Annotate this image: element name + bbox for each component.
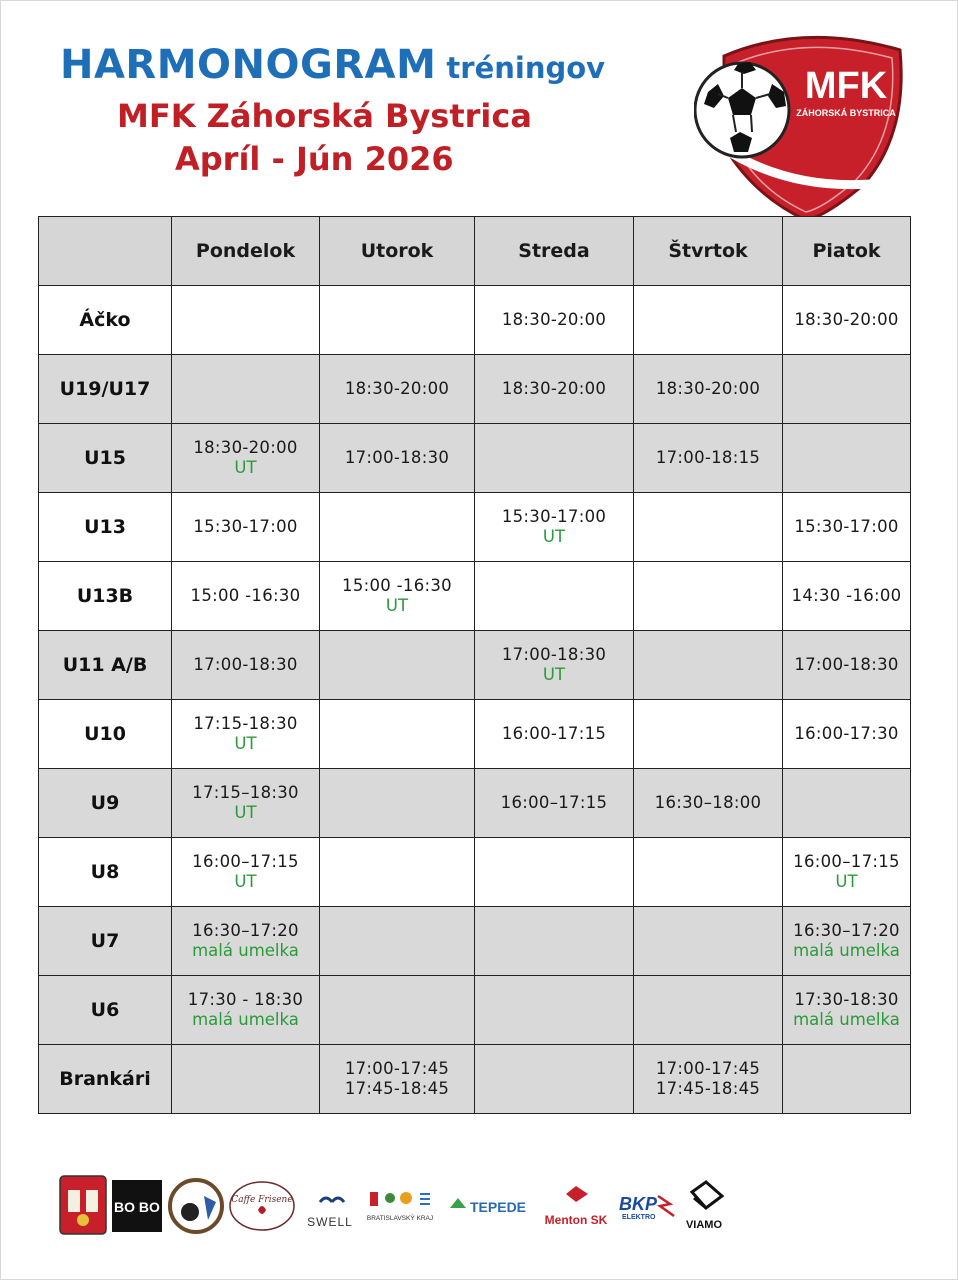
schedule-cell [320, 838, 475, 907]
schedule-cell [634, 700, 783, 769]
schedule-cell [783, 493, 911, 562]
table-row [39, 700, 911, 769]
club-logo [694, 26, 916, 222]
training-time: 17:15–18:30 [192, 783, 299, 802]
training-time: 17:45-18:45 [655, 1079, 761, 1098]
team-label: Áčko [39, 286, 172, 355]
schedule-cell [172, 700, 320, 769]
team-label: U11 A/B [39, 631, 172, 700]
training-time: 15:00 -16:30 [190, 586, 301, 605]
schedule-cell [634, 769, 783, 838]
team-label: U13 [39, 493, 172, 562]
schedule-cell [783, 976, 911, 1045]
schedule-cell [320, 907, 475, 976]
venue-note: malá umelka [793, 941, 900, 960]
schedule-cell [475, 562, 634, 631]
venue-note: UT [234, 872, 257, 891]
table-row [39, 907, 911, 976]
schedule-cell [634, 562, 783, 631]
team-label: U6 [39, 976, 172, 1045]
schedule-cell [320, 424, 475, 493]
table-row [39, 286, 911, 355]
venue-note: UT [234, 734, 257, 753]
training-time: 15:30-17:00 [794, 517, 899, 536]
bratislavsky-kraj-logo [367, 1192, 433, 1222]
logo-text-main: MFK [804, 65, 888, 107]
training-time: 18:30-20:00 [501, 379, 607, 398]
bkp-elektro-logo [619, 1194, 674, 1221]
training-time: 16:30–17:20 [192, 921, 299, 940]
schedule-cell [320, 286, 475, 355]
training-time: 17:45-18:45 [344, 1079, 450, 1098]
schedule-cell [172, 286, 320, 355]
schedule-cell [172, 562, 320, 631]
schedule-cell [783, 769, 911, 838]
schedule-cell [783, 1045, 911, 1114]
table-row [39, 562, 911, 631]
tepede-logo [450, 1198, 526, 1215]
training-time: 14:30 -16:00 [791, 586, 902, 605]
training-time: 16:00-17:30 [794, 724, 899, 743]
training-time: 17:00-18:30 [794, 655, 899, 674]
title-sub: tréningov [446, 51, 606, 85]
training-time: 18:30-20:00 [501, 310, 607, 329]
logo-text-sub: ZÁHORSKÁ BYSTRICA [796, 108, 896, 118]
team-label: U9 [39, 769, 172, 838]
schedule-cell [783, 838, 911, 907]
schedule-cell [475, 631, 634, 700]
table-row [39, 1045, 911, 1114]
training-time: 18:30-20:00 [193, 438, 298, 457]
schedule-cell [475, 286, 634, 355]
table-row [39, 769, 911, 838]
schedule-cell [634, 1045, 783, 1114]
schedule-cell [172, 907, 320, 976]
schedule-cell [475, 700, 634, 769]
training-time: 18:30-20:00 [344, 379, 450, 398]
venue-note: UT [835, 872, 858, 891]
coat-of-arms-logo [60, 1176, 106, 1234]
venue-note: UT [542, 665, 566, 684]
schedule-cell [475, 424, 634, 493]
schedule-cell [634, 424, 783, 493]
training-time: 15:00 -16:30 [342, 576, 452, 595]
table-row [39, 493, 911, 562]
schedule-cell [475, 838, 634, 907]
schedule-cell [320, 1045, 475, 1114]
schedule-cell [634, 286, 783, 355]
training-time: 17:00-18:15 [655, 448, 761, 467]
svg-text:BKP: BKP [619, 1194, 658, 1214]
sponsor-strip [58, 1172, 748, 1242]
training-time: 17:00-18:30 [193, 655, 298, 674]
training-time: 17:00-17:45 [655, 1059, 761, 1078]
menton-logo [545, 1186, 608, 1227]
schedule-cell [783, 424, 911, 493]
team-label: U15 [39, 424, 172, 493]
table-row [39, 424, 911, 493]
training-time: 16:00–17:15 [793, 852, 900, 871]
training-time: 17:00-17:45 [344, 1059, 450, 1078]
schedule-cell [320, 769, 475, 838]
training-time: 16:00-17:15 [501, 724, 607, 743]
team-label: Brankári [39, 1045, 172, 1114]
table-row [39, 355, 911, 424]
schedule-cell [172, 1045, 320, 1114]
football-club-badge-logo [170, 1180, 222, 1232]
swell-logo [307, 1198, 353, 1229]
schedule-cell [634, 907, 783, 976]
schedule-cell [783, 286, 911, 355]
venue-note: UT [542, 527, 566, 546]
svg-text:ELEKTRO: ELEKTRO [622, 1214, 656, 1221]
day-header: Pondelok [172, 217, 320, 286]
page-title [60, 42, 605, 88]
schedule-cell [172, 631, 320, 700]
schedule-cell [634, 493, 783, 562]
caffe-frescobaldi-logo [230, 1182, 294, 1230]
bobo-logo-text: BO BO [114, 1199, 160, 1215]
schedule-cell [475, 355, 634, 424]
training-time: 16:30–18:00 [654, 793, 762, 812]
period-label: Apríl - Jún 2026 [175, 140, 454, 178]
schedule-cell [783, 907, 911, 976]
schedule-cell [172, 769, 320, 838]
venue-note: malá umelka [793, 1010, 900, 1029]
schedule-cell [475, 493, 634, 562]
schedule-cell [320, 700, 475, 769]
viamo-logo [686, 1182, 723, 1231]
schedule-cell [172, 355, 320, 424]
table-row [39, 976, 911, 1045]
training-time: 17:00-18:30 [501, 645, 607, 664]
schedule-cell [172, 493, 320, 562]
day-header: Utorok [320, 217, 475, 286]
schedule-cell [320, 493, 475, 562]
schedule-cell [783, 562, 911, 631]
schedule-cell [783, 700, 911, 769]
training-time: 17:15-18:30 [193, 714, 298, 733]
schedule-cell [634, 838, 783, 907]
table-row [39, 838, 911, 907]
tepede-logo-text: TEPEDE [470, 1199, 527, 1215]
schedule-cell [172, 976, 320, 1045]
swell-logo-text: SWELL [307, 1215, 353, 1229]
title-main: HARMONOGRAM [60, 42, 437, 88]
schedule-cell [634, 355, 783, 424]
team-label: U13B [39, 562, 172, 631]
schedule-cell [172, 838, 320, 907]
schedule-cell [320, 631, 475, 700]
team-label: U19/U17 [39, 355, 172, 424]
menton-logo-text: Menton SK [544, 1213, 608, 1227]
caffe-logo-text: Caffe Frisene [231, 1195, 293, 1205]
bobo-logo [112, 1180, 162, 1232]
venue-note: UT [234, 803, 257, 822]
bratislavsky-kraj-text: BRATISLAVSKÝ KRAJ [366, 1215, 434, 1222]
schedule-cell [320, 562, 475, 631]
schedule-cell [320, 976, 475, 1045]
schedule-cell [475, 769, 634, 838]
schedule-cell [475, 907, 634, 976]
training-time: 18:30-20:00 [794, 310, 899, 329]
day-header: Piatok [783, 217, 911, 286]
venue-note: malá umelka [192, 1010, 299, 1029]
schedule-cell [783, 631, 911, 700]
venue-note: malá umelka [192, 941, 299, 960]
club-name: MFK Záhorská Bystrica [117, 97, 532, 135]
schedule-cell [475, 976, 634, 1045]
training-time: 15:30-17:00 [193, 517, 298, 536]
team-label: U8 [39, 838, 172, 907]
training-time: 15:30-17:00 [501, 507, 607, 526]
viamo-logo-text: VIAMO [685, 1219, 723, 1231]
day-header: Štvrtok [634, 217, 783, 286]
training-time: 17:00-18:30 [344, 448, 450, 467]
schedule-cell [634, 631, 783, 700]
training-time: 17:30 - 18:30 [187, 990, 304, 1009]
schedule-cell [783, 355, 911, 424]
soccer-ball-icon [695, 62, 789, 157]
venue-note: UT [385, 596, 409, 615]
training-time: 18:30-20:00 [655, 379, 761, 398]
day-header: Streda [475, 217, 634, 286]
training-schedule-table [38, 216, 911, 1114]
schedule-cell [475, 1045, 634, 1114]
schedule-cell [172, 424, 320, 493]
table-header-row [39, 217, 911, 286]
schedule-cell [634, 976, 783, 1045]
header-corner [39, 217, 172, 286]
training-time: 17:30-18:30 [794, 990, 899, 1009]
team-label: U7 [39, 907, 172, 976]
schedule-cell [320, 355, 475, 424]
team-label: U10 [39, 700, 172, 769]
training-time: 16:00–17:15 [500, 793, 608, 812]
table-row [39, 631, 911, 700]
venue-note: UT [234, 458, 257, 477]
training-time: 16:00–17:15 [192, 852, 299, 871]
training-time: 16:30–17:20 [793, 921, 900, 940]
